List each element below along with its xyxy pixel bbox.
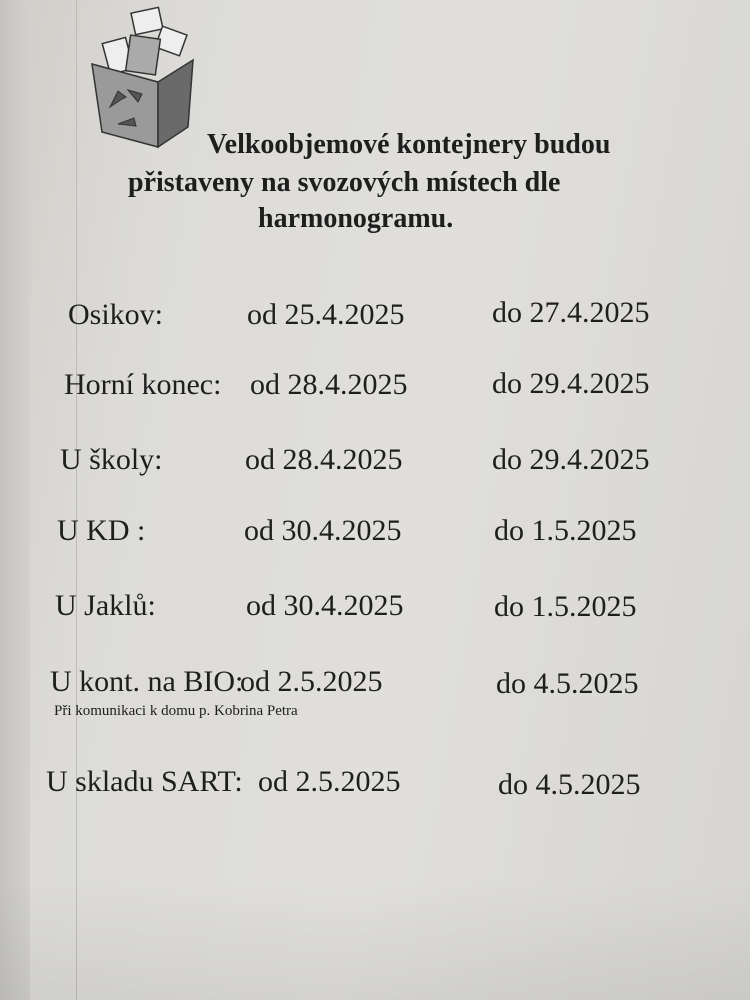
from-date: od 28.4.2025: [245, 443, 403, 476]
place: Horní konec:: [64, 368, 222, 401]
recycle-bin-icon: [88, 2, 203, 152]
to-date: do 29.4.2025: [492, 367, 650, 400]
from-date: od 30.4.2025: [246, 589, 404, 622]
to-date: do 1.5.2025: [494, 514, 637, 547]
place: Osikov:: [68, 298, 164, 331]
to-date: do 1.5.2025: [494, 590, 637, 623]
location-note: Při komunikaci k domu p. Kobrina Petra: [54, 703, 298, 719]
paper-fold-line: [76, 0, 77, 1000]
place: U skladu SART:: [46, 765, 243, 798]
place: U KD :: [57, 514, 146, 547]
from-date: od 2.5.2025: [258, 765, 401, 798]
from-date: od 25.4.2025: [247, 298, 405, 331]
heading-line-2: přistaveny na svozových místech dle: [128, 167, 561, 198]
to-date: do 4.5.2025: [496, 667, 639, 700]
place: U kont. na BIO:: [50, 665, 244, 698]
heading-line-3: harmonogramu.: [258, 203, 454, 234]
paper-shadow: [0, 880, 750, 1000]
place: U školy:: [60, 443, 163, 476]
heading-line-1: Velkoobjemové kontejnery budou: [207, 129, 611, 160]
to-date: do 29.4.2025: [492, 443, 650, 476]
from-date: od 30.4.2025: [244, 514, 402, 547]
to-date: do 27.4.2025: [492, 296, 650, 329]
place: U Jaklů:: [55, 589, 156, 622]
to-date: do 4.5.2025: [498, 768, 641, 801]
from-date: od 2.5.2025: [240, 665, 383, 698]
paper-edge: [0, 0, 30, 1000]
from-date: od 28.4.2025: [250, 368, 408, 401]
